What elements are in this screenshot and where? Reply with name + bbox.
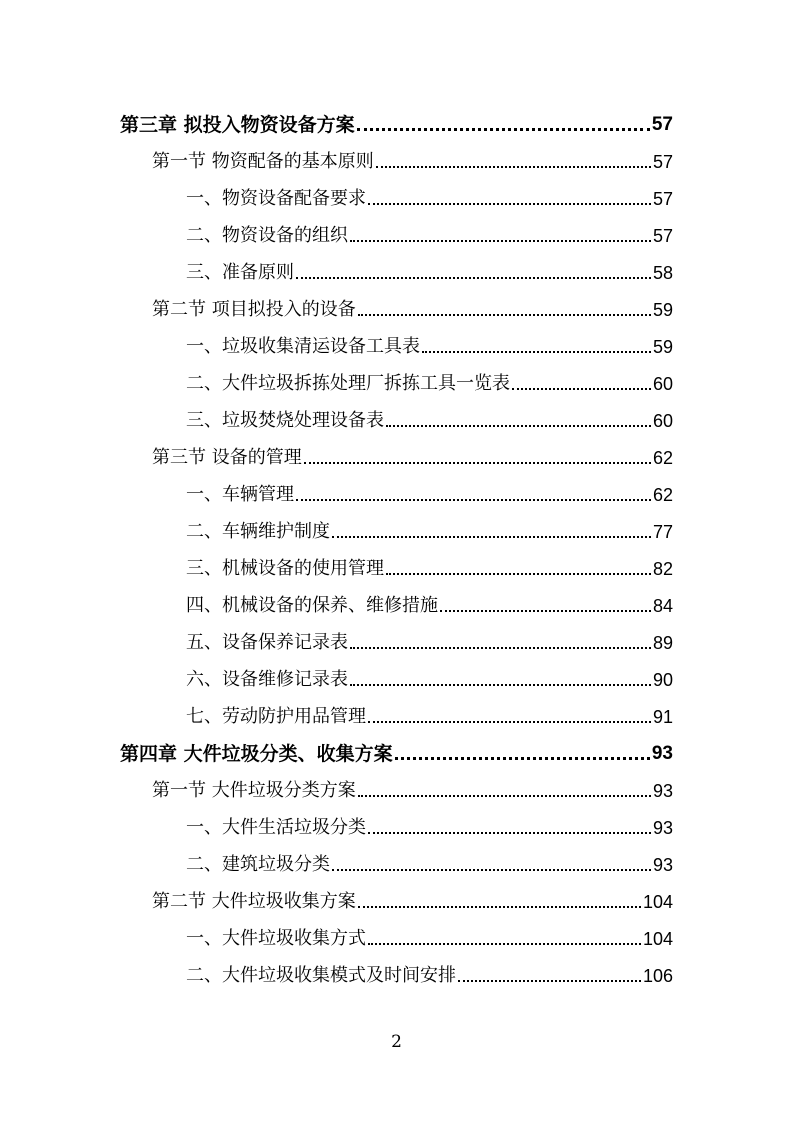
toc-entry-title: 六、设备维修记录表 [186,669,348,690]
toc-item[interactable] [186,211,673,247]
toc-leader-dots [368,202,651,205]
toc-leader-dots [376,165,651,168]
toc-entry-page: 57 [651,114,673,135]
toc-leader-dots [458,979,641,982]
toc-leader-dots [358,794,651,797]
toc-entry-title: 二、大件垃圾收集模式及时间安排 [186,965,456,986]
toc-leader-dots [358,905,641,908]
toc-item[interactable] [186,914,673,950]
toc-entry-page: 104 [642,929,673,949]
toc-section[interactable] [152,433,673,469]
toc-entry-title: 一、垃圾收集清运设备工具表 [186,336,420,357]
toc-item[interactable] [186,248,673,284]
toc-entry-page: 93 [652,855,673,875]
toc-leader-dots [358,313,651,316]
toc-entry-page: 77 [652,522,673,542]
toc-entry-page: 93 [652,818,673,838]
toc-item[interactable] [186,396,673,432]
toc-leader-dots [386,424,651,427]
toc-entry-title: 第四章 大件垃圾分类、收集方案 [120,743,393,765]
toc-entry-title: 三、机械设备的使用管理 [186,558,384,579]
toc-entry-page: 106 [642,966,673,986]
toc-section[interactable] [152,137,673,173]
toc-entry-title: 二、车辆维护制度 [186,521,330,542]
toc-entry-title: 二、建筑垃圾分类 [186,854,330,875]
toc-entry-page: 93 [651,743,673,764]
toc-leader-dots [332,868,651,871]
toc-item[interactable] [186,470,673,506]
toc-entry-page: 57 [652,189,673,209]
toc-entry-title: 一、车辆管理 [186,484,294,505]
toc-entry-title: 七、劳动防护用品管理 [186,706,366,727]
toc-item[interactable] [186,544,673,580]
toc-section[interactable] [152,285,673,321]
toc-leader-dots [357,127,650,131]
toc-entry-page: 90 [652,670,673,690]
toc-entry-title: 一、大件垃圾收集方式 [186,928,366,949]
toc-entry-title: 三、准备原则 [186,262,294,283]
toc-entry-page: 60 [652,411,673,431]
toc-entry-title: 三、垃圾焚烧处理设备表 [186,410,384,431]
toc-entry-page: 62 [652,485,673,505]
toc-chapter-4[interactable] [120,729,673,765]
toc-entry-page: 59 [652,300,673,320]
toc-entry-page: 59 [652,337,673,357]
toc-entry-page: 57 [652,152,673,172]
toc-entry-page: 82 [652,559,673,579]
toc-entry-page: 104 [642,892,673,912]
toc-entry-page: 62 [652,448,673,468]
toc-item[interactable] [186,803,673,839]
toc-item[interactable] [186,618,673,654]
toc-entry-title: 第二节 大件垃圾收集方案 [152,891,356,912]
toc-entry-title: 一、物资设备配备要求 [186,188,366,209]
toc-leader-dots [296,276,651,279]
toc-leader-dots [440,609,651,612]
toc-leader-dots [368,942,641,945]
toc-entry-title: 四、机械设备的保养、维修措施 [186,595,438,616]
toc-entry-page: 60 [652,374,673,394]
toc-leader-dots [368,720,651,723]
toc-entry-title: 第三章 拟投入物资设备方案 [120,114,355,136]
toc-leader-dots [350,646,651,649]
toc-item[interactable] [186,692,673,728]
toc-item[interactable] [186,174,673,210]
toc-item[interactable] [186,655,673,691]
toc-entry-page: 57 [652,226,673,246]
toc-entry-page: 91 [652,707,673,727]
toc-entry-page: 89 [652,633,673,653]
toc-chapter-3[interactable] [120,100,673,136]
toc-item[interactable] [186,840,673,876]
page-number: 2 [391,1032,402,1052]
toc-entry-title: 第一节 物资配备的基本原则 [152,151,374,172]
toc-entry-title: 一、大件生活垃圾分类 [186,817,366,838]
toc-leader-dots [350,683,651,686]
toc-entry-page: 58 [652,263,673,283]
toc-leader-dots [386,572,651,575]
toc-section[interactable] [152,766,673,802]
toc-entry-title: 五、设备保养记录表 [186,632,348,653]
toc-leader-dots [512,387,651,390]
toc-entry-title: 第三节 设备的管理 [152,447,302,468]
toc-entry-page: 84 [652,596,673,616]
toc-item[interactable] [186,507,673,543]
toc-leader-dots [368,831,651,834]
toc-item[interactable] [186,581,673,617]
toc-entry-title: 二、大件垃圾拆拣处理厂拆拣工具一览表 [186,373,510,394]
toc-item[interactable] [186,951,673,987]
toc-leader-dots [422,350,651,353]
toc-entry-title: 第二节 项目拟投入的设备 [152,299,356,320]
toc-item[interactable] [186,322,673,358]
toc-leader-dots [350,239,651,242]
toc-leader-dots [296,498,651,501]
toc-entry-title: 第一节 大件垃圾分类方案 [152,780,356,801]
toc-leader-dots [395,756,650,760]
toc-leader-dots [332,535,651,538]
toc-entry-page: 93 [652,781,673,801]
toc-item[interactable] [186,359,673,395]
toc-section[interactable] [152,877,673,913]
toc-entry-title: 二、物资设备的组织 [186,225,348,246]
toc-leader-dots [304,461,651,464]
